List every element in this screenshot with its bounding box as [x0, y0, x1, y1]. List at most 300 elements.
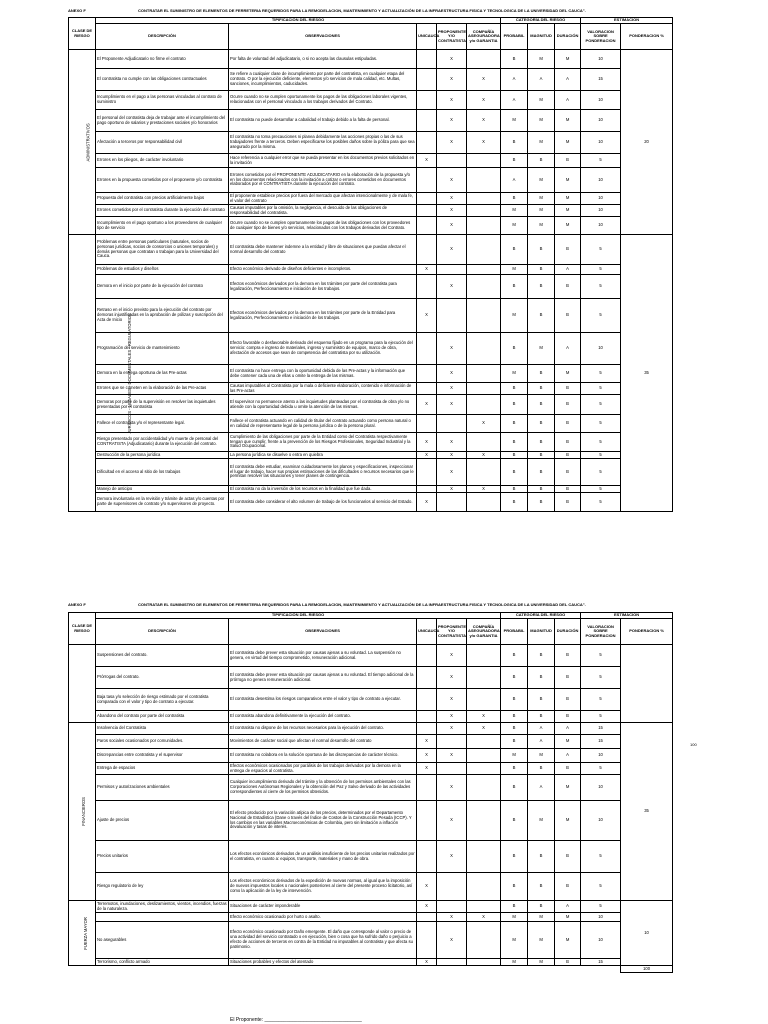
valoracion-cell: 5	[581, 667, 621, 689]
magnitud-cell: B	[528, 841, 555, 873]
compania-cell	[467, 493, 501, 512]
valoracion-cell: 10	[581, 333, 621, 365]
compania-cell	[467, 205, 501, 217]
observaciones-cell: El proponente establece precios por fuera del mercado que afectan intencionalmente y de mala fe, el valor del contrato	[229, 193, 417, 205]
duracion-cell: B	[555, 763, 581, 775]
valoracion-cell: 5	[581, 493, 621, 512]
valoracion-cell: 10	[581, 110, 621, 132]
compania-cell: X	[467, 486, 501, 493]
unicauca-cell: X	[417, 749, 437, 763]
magnitud-cell: B	[528, 383, 555, 395]
compania-cell: X	[467, 415, 501, 433]
unicauca-cell	[417, 711, 437, 723]
risk-class-cell	[69, 645, 96, 723]
magnitud-cell: B	[528, 711, 555, 723]
descripcion-cell: Demoras por parte de la supervisión en resolver las inquietudes presentadas por el contratista	[96, 395, 229, 415]
header-valoracion: VALORACION SOBRE PONDERACION	[581, 24, 621, 50]
valoracion-cell: 5	[581, 486, 621, 493]
table-row	[69, 217, 673, 235]
descripcion-cell: Prórrogas del contrato.	[96, 667, 229, 689]
descripcion-cell: Errores en los pliegos, de carácter involuntario	[96, 154, 229, 168]
magnitud-cell: B	[528, 395, 555, 415]
descripcion-cell: Problemas entre personas particulares (naturales, socios de personas jurídicas, socios de consorcios o uniones temporales) y demás personas que contratan o trabajan para la Universidad del Cauca.	[96, 235, 229, 265]
header-categoria: CATEGORÍA DEL RIESGO	[501, 18, 581, 24]
compania-cell	[467, 775, 501, 801]
proponente-cell: X	[437, 110, 467, 132]
magnitud-cell: M	[528, 217, 555, 235]
header-categoria: CATEGORÍA DEL RIESGO	[501, 613, 581, 619]
magnitud-cell: A	[528, 723, 555, 735]
magnitud-cell: M	[528, 959, 555, 966]
duracion-cell: M	[555, 775, 581, 801]
compania-cell	[467, 365, 501, 383]
magnitud-cell: B	[528, 667, 555, 689]
proponente-cell: X	[437, 275, 467, 299]
descripcion-cell: Problemas de estudios y diseños	[96, 265, 229, 275]
compania-cell: X	[467, 132, 501, 154]
observaciones-cell: Cumplimiento de las obligaciones por parte de la Entidad como del Contratista respectivamente tengan que cumplir, frente a la prevención de los Riesgos Profesionales, Seguridad Industrial y la Salud Ocupacional.	[229, 433, 417, 452]
unicauca-cell	[417, 645, 437, 667]
probabilidad-cell: B	[501, 901, 528, 913]
descripcion-cell: Discrepancias entre contratista y el supervisor	[96, 749, 229, 763]
valoracion-cell: 5	[581, 365, 621, 383]
duracion-cell: B	[555, 275, 581, 299]
probabilidad-cell: B	[501, 723, 528, 735]
duracion-cell: B	[555, 645, 581, 667]
probabilidad-cell: M	[501, 217, 528, 235]
probabilidad-cell: B	[501, 50, 528, 69]
proponente-cell: X	[437, 645, 467, 667]
table-row	[69, 193, 673, 205]
magnitud-cell: B	[528, 459, 555, 486]
compania-cell	[467, 841, 501, 873]
ponderacion-cell	[621, 645, 673, 723]
table-row	[69, 645, 673, 667]
valoracion-cell: 5	[581, 841, 621, 873]
descripcion-cell: Abandono del contrato por parte del contratista	[96, 711, 229, 723]
observaciones-cell: El contratista debe mantener indemne a la entidad y libre de situaciones que puedan afectar el normal desarrollo del contrato	[229, 235, 417, 265]
descripcion-cell: Incumplimiento en el pago oportuno a los proveedores de cualquier tipo de servicio	[96, 217, 229, 235]
observaciones-cell: Los efectos económicos derivados de la expedición de nuevas normas, al igual que la imposición de nuevos impuestos locales o nacionales posteriores al cierre del presente proceso licitatorio, así como la aplicación de la ley de intervención.	[229, 873, 417, 901]
compania-cell	[467, 645, 501, 667]
risk-class-cell	[69, 50, 96, 235]
duracion-cell: A	[555, 333, 581, 365]
descripcion-cell: Terremotos, inundaciones, deslizamientos, vientos, incendios, fuerzas de la naturaleza.	[97, 900, 227, 911]
descripcion-cell: Manejo de anticipo	[96, 486, 229, 493]
signature-line: El Proponente: ___________________________________	[230, 1017, 362, 1023]
duracion-cell: B	[555, 395, 581, 415]
magnitud-cell: M	[528, 132, 555, 154]
total-ponderacion-side: 100	[690, 742, 697, 747]
compania-cell	[467, 959, 501, 966]
annex-label: ANEXO F	[68, 602, 86, 607]
table-row	[69, 132, 673, 154]
probabilidad-cell: B	[501, 711, 528, 723]
descripcion-cell: Insolvencia del Contratista	[96, 723, 229, 735]
descripcion-cell: Errores en la propuesta cometidos por el proponente y/o contratista	[96, 168, 229, 193]
descripcion-cell: Fallece el contratista y/o el representante legal.	[96, 415, 229, 433]
observaciones-cell: Efectos económicos derivados por la demora en los trámites por parte del contratista para legalización, Perfeccionamiento e iniciación de los trabajos.	[229, 275, 417, 299]
valoracion-cell: 5	[581, 235, 621, 265]
unicauca-cell	[417, 841, 437, 873]
magnitud-cell: A	[528, 69, 555, 91]
compania-cell: X	[467, 69, 501, 91]
observaciones-cell: El efecto producido por la variación atípica de los precios, determinados por el Departamento Nacional de Estadística (Dane o través del Índice de Costos de la Construcción Pesada (ICCP). Y los cambios en las variables Macroeconómicas de Colombia, pero sin limitación a inflación devaluación y tasas de interés.	[229, 801, 417, 841]
descripcion-cell: Dificultad en el acceso al sitio de los trabajos	[96, 459, 229, 486]
proponente-cell: X	[437, 486, 467, 493]
unicauca-cell: X	[417, 735, 437, 749]
observaciones-cell: Los efectos económicos derivados de un análisis insuficiente de los precios unitarios realizados por el contratista, en cuanto a: equipos, transporte, materiales y mano de obra.	[229, 841, 417, 873]
probabilidad-cell: B	[501, 333, 528, 365]
duracion-cell: A	[555, 723, 581, 735]
probabilidad-cell: A	[501, 168, 528, 193]
duracion-cell: M	[555, 913, 581, 922]
observaciones-cell: Efecto económico derivado de diseños deficientes e incompletos.	[229, 265, 417, 275]
observaciones-cell: Hace referencia a cualquier error que se pueda presentar en los documentos previos solicitados en la invitación	[229, 154, 417, 168]
probabilidad-cell: M	[501, 110, 528, 132]
probabilidad-cell: B	[501, 801, 528, 841]
magnitud-cell: B	[528, 265, 555, 275]
proponente-cell: X	[437, 841, 467, 873]
duracion-cell: A	[555, 91, 581, 110]
duracion-cell: M	[555, 801, 581, 841]
proponente-cell	[437, 493, 467, 512]
probabilidad-cell: B	[501, 841, 528, 873]
descripcion-cell: Demora en el inicio por parte de la ejecución del contrato	[96, 275, 229, 299]
compania-cell	[467, 433, 501, 452]
probabilidad-cell: M	[501, 922, 528, 959]
observaciones-cell: El contratista no puede desarrollar a cabalidad el trabajo debido a la falta de personal.	[229, 110, 417, 132]
table-row	[69, 873, 673, 901]
unicauca-cell	[417, 333, 437, 365]
duracion-cell: M	[555, 217, 581, 235]
proponente-cell: X	[437, 69, 467, 91]
compania-cell: X	[467, 913, 501, 922]
header-estimacion: ESTIMACION	[581, 18, 673, 24]
probabilidad-cell: B	[501, 193, 528, 205]
annex-label: ANEXO F	[68, 8, 86, 13]
valoracion-cell: 15	[581, 69, 621, 91]
table-row	[69, 689, 673, 711]
compania-cell	[467, 265, 501, 275]
table-row	[69, 69, 673, 91]
descripcion-cell: Entrega de espacios	[96, 763, 229, 775]
unicauca-cell	[417, 383, 437, 395]
observaciones-cell: El contratista no dispone de los recursos necesarios para la ejecución del contrato.	[229, 723, 417, 735]
valoracion-cell: 10	[581, 775, 621, 801]
valoracion-cell: 10	[581, 922, 621, 959]
proponente-cell: X	[437, 433, 467, 452]
valoracion-cell: 10	[581, 168, 621, 193]
proponente-cell: X	[437, 193, 467, 205]
observaciones-cell: El contratista debe estudiar, examinar cuidadosamente los planos y especificaciones, inspeccionar el lugar de trabajo, hacer sus propias estimaciones de las dificultades o recursos necesarios que le permitan resolver las situaciones y tener planes de contingencia.	[229, 459, 417, 486]
observaciones-cell: Ocurre cuando no se cumplen oportunamente los pagos de las obligaciones con los proveedores de cualquier tipo de bienes y/o servicios, relacionados con los trabajos derivados del Contrato.	[229, 217, 417, 235]
magnitud-cell: B	[528, 493, 555, 512]
table-row	[69, 333, 673, 365]
probabilidad-cell: A	[501, 91, 528, 110]
duracion-cell: M	[555, 365, 581, 383]
compania-cell: X	[467, 110, 501, 132]
valoracion-cell: 5	[581, 275, 621, 299]
header-ponderacion: PONDERACION %	[621, 619, 673, 645]
compania-cell	[467, 50, 501, 69]
magnitud-cell: B	[528, 365, 555, 383]
observaciones-cell: Efectos económicos derivados por la demora en los trámites por parte de la Entidad para legalización, Perfeccionamiento e iniciación de los trabajos.	[229, 299, 417, 333]
compania-cell	[467, 217, 501, 235]
table-row	[69, 486, 673, 493]
duracion-cell: B	[555, 452, 581, 459]
descripcion-cell: Terrorismo, conflicto armado	[96, 959, 229, 966]
header-compania: COMPAÑÍA ASEGURADORA y/o GARANTIA	[467, 24, 501, 50]
duracion-cell: B	[555, 415, 581, 433]
observaciones-cell: El contratista desestima los riesgos comparativos entre el valor y tipo de contrato a ejecutar.	[229, 689, 417, 711]
table-row	[69, 723, 673, 735]
header-clase: CLASE DE RIESGO	[69, 613, 96, 645]
duracion-cell: B	[555, 873, 581, 901]
proponente-cell: X	[437, 365, 467, 383]
unicauca-cell: X	[417, 901, 437, 913]
header-observaciones: OBSERVACIONES	[229, 24, 417, 50]
proponente-cell	[437, 901, 467, 913]
valoracion-cell: 15	[581, 735, 621, 749]
probabilidad-cell: B	[501, 275, 528, 299]
observaciones-cell: El contratista debe prever esta situación por causas ajenas a su voluntad. La suspensión no genera, en virtud del tiempo comprometido, remuneración adicional.	[229, 645, 417, 667]
observaciones-cell: Efecto económico ocasionado por hurto o asalto.	[229, 913, 417, 922]
header-magnitud: MAGNITUD	[528, 24, 555, 50]
proponente-cell: X	[437, 452, 467, 459]
probabilidad-cell: B	[501, 235, 528, 265]
unicauca-cell	[417, 365, 437, 383]
magnitud-cell: B	[528, 235, 555, 265]
page2-header	[68, 602, 668, 607]
observaciones-cell: El contratista abandona definitivamente la ejecución del contrato.	[229, 711, 417, 723]
table-row	[69, 959, 673, 966]
header-probabilidad: PROBABIL	[501, 24, 528, 50]
table-row	[69, 913, 673, 922]
proponente-cell: X	[437, 333, 467, 365]
unicauca-cell	[417, 91, 437, 110]
proponente-cell	[437, 154, 467, 168]
valoracion-cell: 10	[581, 913, 621, 922]
table-row	[69, 433, 673, 452]
descripcion-cell: No asegurables	[96, 922, 229, 959]
compania-cell	[467, 749, 501, 763]
unicauca-cell	[417, 235, 437, 265]
unicauca-cell: X	[417, 493, 437, 512]
proponente-cell	[437, 265, 467, 275]
compania-cell	[467, 193, 501, 205]
descripcion-cell: El Proponente Adjudicatario no firme el contrato	[96, 50, 229, 69]
proponente-cell	[437, 873, 467, 901]
probabilidad-cell: B	[501, 452, 528, 459]
header-unicauca: UNICAUCA	[417, 24, 437, 50]
duracion-cell: B	[555, 235, 581, 265]
descripcion-cell: Riesgo regulatorio de ley	[96, 873, 229, 901]
duracion-cell: B	[555, 433, 581, 452]
observaciones-cell: Fallece el contratista actuando en calidad de titular del contrato actuando como persona natural o en calidad de representante legal de la persona jurídica o de la persona plural.	[229, 415, 417, 433]
header-descripcion: DESCRIPCIÓN	[96, 619, 229, 645]
unicauca-cell	[417, 913, 437, 922]
proponente-cell: X	[437, 922, 467, 959]
unicauca-cell: X	[417, 452, 437, 459]
duracion-cell: A	[555, 749, 581, 763]
compania-cell	[467, 735, 501, 749]
compania-cell	[467, 873, 501, 901]
descripcion-cell: Destrucción de la persona jurídica	[96, 452, 229, 459]
table-row	[69, 763, 673, 775]
descripcion-cell: Permisos y autorizaciones ambientales	[96, 775, 229, 801]
total-row-spacer	[69, 966, 621, 973]
descripcion-cell: Baja tasa y/o selección de riesgo estimado por el contratista comparada con el valor y tipo de contrato a ejecutar.	[96, 689, 229, 711]
table-row	[69, 365, 673, 383]
table-row	[69, 415, 673, 433]
probabilidad-cell: B	[501, 395, 528, 415]
valoracion-cell: 5	[581, 711, 621, 723]
unicauca-cell	[417, 193, 437, 205]
page1-header	[68, 8, 668, 13]
unicauca-cell	[417, 110, 437, 132]
proponente-cell: X	[437, 801, 467, 841]
observaciones-cell: Movimientos de carácter social que afectan el normal desarrollo del contrato	[229, 735, 417, 749]
duracion-cell: B	[555, 689, 581, 711]
proponente-cell	[437, 763, 467, 775]
probabilidad-cell: B	[501, 493, 528, 512]
unicauca-cell	[417, 50, 437, 69]
descripcion-cell: Riesgo presentado por accidentalidad y/o muerte de personal del CONTRATISTA (Adjudicatario) durante la ejecución del contrato.	[96, 433, 229, 452]
valoracion-cell: 15	[581, 723, 621, 735]
unicauca-cell: X	[417, 265, 437, 275]
compania-cell: X	[467, 91, 501, 110]
descripcion-cell: El personal del contratista deja de trabajar ante el incumplimiento del pago oportuno de salarios y prestaciones sociales y/o honorarios	[96, 110, 229, 132]
observaciones-cell: El contratista debe considerar el alto volumen de trabajo de los funcionarios al servicio del Estado.	[229, 493, 417, 512]
valoracion-cell: 5	[581, 383, 621, 395]
probabilidad-cell: B	[501, 383, 528, 395]
duracion-cell: B	[555, 459, 581, 486]
unicauca-cell	[417, 275, 437, 299]
proponente-cell: X	[437, 50, 467, 69]
valoracion-cell: 5	[581, 415, 621, 433]
header-valoracion: VALORACION SOBRE PONDERACION	[581, 619, 621, 645]
magnitud-cell: M	[528, 922, 555, 959]
magnitud-cell: B	[528, 873, 555, 901]
valoracion-cell: 10	[581, 749, 621, 763]
magnitud-cell: B	[528, 154, 555, 168]
header-duracion: DURACIÓN	[555, 619, 581, 645]
magnitud-cell: M	[528, 50, 555, 69]
observaciones-cell: Efecto favorable o desfavorable derivado del esquema fijado en un programa para la ejecución del servicio: compra e ingreso de materiales, ingreso y suministro de equipos, marco de obra, afectación de accesos que sean de competencia del contratista por su utilización.	[229, 333, 417, 365]
table-row	[69, 775, 673, 801]
risk-class-label: FUERZA MAYOR	[82, 916, 88, 950]
risk-class-label: ADMINISTRATIVOS	[85, 122, 91, 162]
valoracion-cell: 5	[581, 265, 621, 275]
probabilidad-cell: A	[501, 69, 528, 91]
unicauca-cell	[417, 667, 437, 689]
header-duracion: DURACIÓN	[555, 24, 581, 50]
valoracion-cell: 10	[581, 801, 621, 841]
proponente-cell: X	[437, 775, 467, 801]
observaciones-cell: Causas imputables al Contratista por la mala o deficiente elaboración, contenido e información de las Pre-actas	[229, 383, 417, 395]
valoracion-cell: 15	[581, 959, 621, 966]
compania-cell	[467, 395, 501, 415]
duracion-cell: B	[555, 959, 581, 966]
observaciones-cell: Por falta de voluntad del adjudicatario, o si no acepta las clausulas estipuladas.	[229, 50, 417, 69]
valoracion-cell: 5	[581, 395, 621, 415]
observaciones-cell: Errores cometidos por el PROPONENTE ADJUDICATARIO en la elaboración de la propuesta y/o en los documentos relacionados con la invitación a cotizar o errores cometidos en documentos elaborados por el CONTRATISTA durante la ejecución del contrato.	[229, 168, 417, 193]
probabilidad-cell: M	[501, 749, 528, 763]
observaciones-cell: Efecto económico ocasionado por Daño emergente. El daño que corresponde al valor o precio de una actividad del servicio contratado o en ejecución, bien o cosa que ha sufrido daño o perjuicio a efecto de acciones de terceros en contra de la Entidad no imputables al contratista y que afecta su patrimonio.	[229, 922, 417, 959]
valoracion-cell: 10	[581, 50, 621, 69]
proponente-cell	[437, 415, 467, 433]
header-magnitud: MAGNITUD	[528, 619, 555, 645]
ponderacion-cell: 20	[621, 50, 673, 235]
proponente-cell	[437, 959, 467, 966]
observaciones-cell: El contratista no toma precauciones ni planea debidamente las acciones propias o las de sus trabajadores frente a terceros. Deben especificarse los posibles daños sobre la póliza para que sea asegurado por la misma.	[229, 132, 417, 154]
proponente-cell: X	[437, 667, 467, 689]
proponente-cell: X	[437, 913, 467, 922]
proponente-cell	[437, 735, 467, 749]
compania-cell: X	[467, 723, 501, 735]
unicauca-cell: X	[417, 433, 437, 452]
valoracion-cell: 10	[581, 91, 621, 110]
valoracion-cell: 5	[581, 452, 621, 459]
header-proponente: PROPONENTE Y/O CONTRATISTA	[437, 619, 467, 645]
observaciones-cell: Ocurre cuando no se cumplen oportunamente los pagos de las obligaciones laborales vigentes, relacionadas con el personal vinculado a los trabajos derivados del Contrato.	[229, 91, 417, 110]
risk-table-page2	[68, 612, 673, 973]
table-row	[69, 91, 673, 110]
compania-cell: X	[467, 452, 501, 459]
descripcion-cell: Precios unitarios	[96, 841, 229, 873]
descripcion-cell: Errores cometidos por el contratista durante la ejecución del contrato	[96, 205, 229, 217]
table-row	[69, 749, 673, 763]
valoracion-cell: 5	[581, 873, 621, 901]
compania-cell	[467, 235, 501, 265]
risk-class-cell	[69, 723, 96, 901]
header-unicauca: UNICAUCA	[417, 619, 437, 645]
probabilidad-cell: B	[501, 415, 528, 433]
table-row	[69, 922, 673, 959]
risk-class-label: JURÍDICOS - LEGALES - DOCUMENTALES - REGULATORIOS	[126, 312, 132, 434]
table-row	[69, 383, 673, 395]
header-descripcion: DESCRIPCIÓN	[96, 24, 229, 50]
observaciones-cell: Situaciones probables y efectos del atentado	[229, 959, 417, 966]
probabilidad-cell: B	[501, 154, 528, 168]
unicauca-cell	[417, 459, 437, 486]
valoracion-cell: 5	[581, 763, 621, 775]
unicauca-cell	[417, 132, 437, 154]
table-row	[69, 735, 673, 749]
valoracion-cell: 10	[581, 132, 621, 154]
risk-table-page1	[68, 17, 673, 512]
valoracion-cell: 5	[581, 689, 621, 711]
probabilidad-cell: B	[501, 645, 528, 667]
descripcion-cell: Suspensiones del contrato.	[96, 645, 229, 667]
unicauca-cell	[417, 217, 437, 235]
probabilidad-cell: B	[501, 132, 528, 154]
magnitud-cell: B	[528, 275, 555, 299]
table-row	[69, 801, 673, 841]
probabilidad-cell: B	[501, 667, 528, 689]
magnitud-cell: A	[528, 735, 555, 749]
descripcion-cell: Errores que se cometen en la elaboración de las Pre-actas	[96, 383, 229, 395]
header-ponderacion: PONDERACION %	[621, 24, 673, 50]
duracion-cell: B	[555, 383, 581, 395]
unicauca-cell: X	[417, 395, 437, 415]
compania-cell	[467, 922, 501, 959]
proponente-cell: X	[437, 383, 467, 395]
unicauca-cell	[417, 723, 437, 735]
magnitud-cell: B	[528, 763, 555, 775]
table-row	[69, 265, 673, 275]
